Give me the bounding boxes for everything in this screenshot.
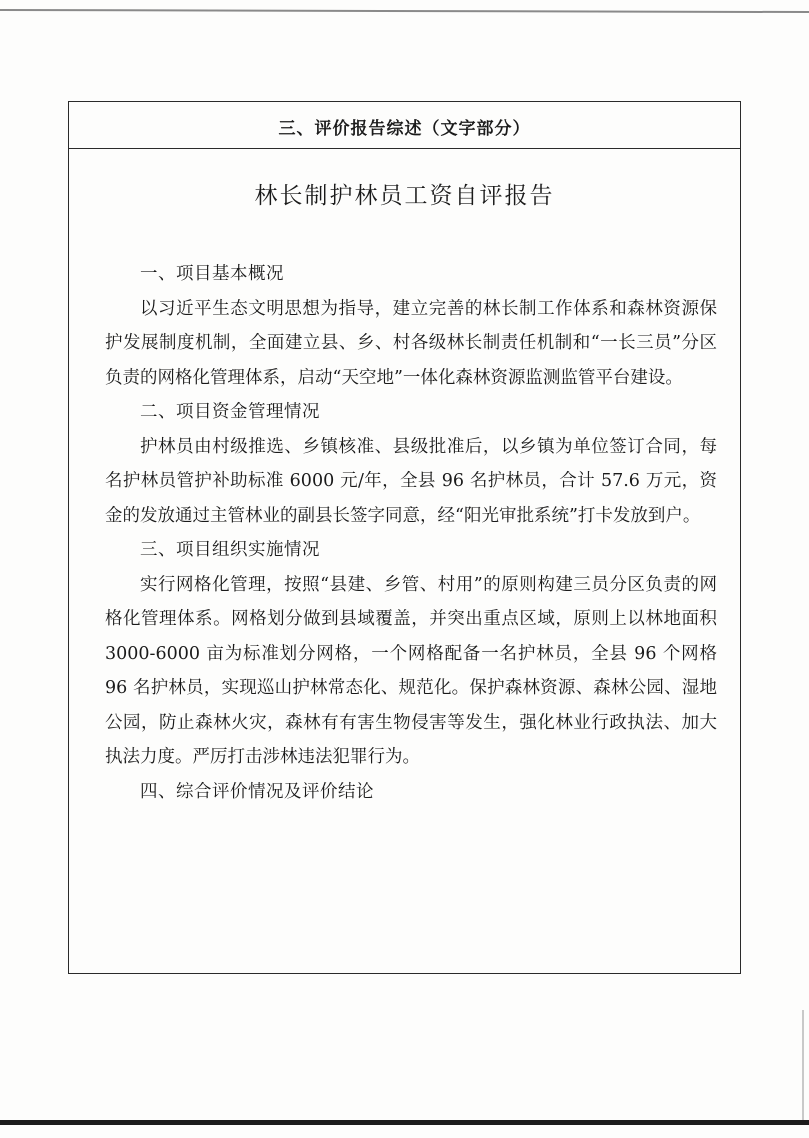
header-divider (69, 148, 740, 149)
report-frame (68, 101, 741, 974)
scan-edge-bottom (0, 1120, 809, 1125)
section-heading-evaluation: 四、综合评价情况及评价结论 (140, 781, 374, 802)
section-heading-funds: 二、项目资金管理情况 (140, 402, 320, 422)
paragraph-implementation: 实行网格化管理，按照“县建、乡管、村用”的原则构建三员分区负责的网格化管理体系。网格划分做到县域覆盖，并突出重点区域，原则上以林地面积 3000-6000 亩为标准划分网格，一个网格配备一名护林员，全县 96 个网格 96 名护林员，实现巡山护林常态化、规范化。保护森林资源、森林公园、湿地公园，防止森林火灾，森林有有害生物侵害等发生，强化林业行政执法、加大执法力度。严厉打击涉林违法犯罪行为。 (105, 574, 717, 767)
report-body (105, 257, 717, 809)
paragraph-overview: 以习近平生态文明思想为指导，建立完善的林长制工作体系和森林资源保护发展制度机制，全面建立县、乡、村各级林长制责任机制和“一长三员”分区负责的网格化管理体系，启动“天空地”一体化森林资源监测监管平台建设。 (105, 298, 717, 388)
report-title: 林长制护林员工资自评报告 (254, 183, 555, 209)
paragraph-funds: 护林员由村级推选、乡镇核准、县级批准后，以乡镇为单位签订合同，每名护林员管护补助标准 6000 元/年，全县 96 名护林员，合计 57.6 万元，资金的发放通过主管林业的副县长签字同意，经“阳光审批系统”打卡发放到户。 (105, 436, 717, 526)
scan-edge-right (802, 1010, 804, 1120)
section-heading-implementation: 三、项目组织实施情况 (140, 540, 320, 560)
scan-edge-top (0, 9, 809, 13)
section-heading-overview: 一、项目基本概况 (140, 264, 284, 284)
section-title: 三、评价报告综述（文字部分） (278, 119, 531, 139)
